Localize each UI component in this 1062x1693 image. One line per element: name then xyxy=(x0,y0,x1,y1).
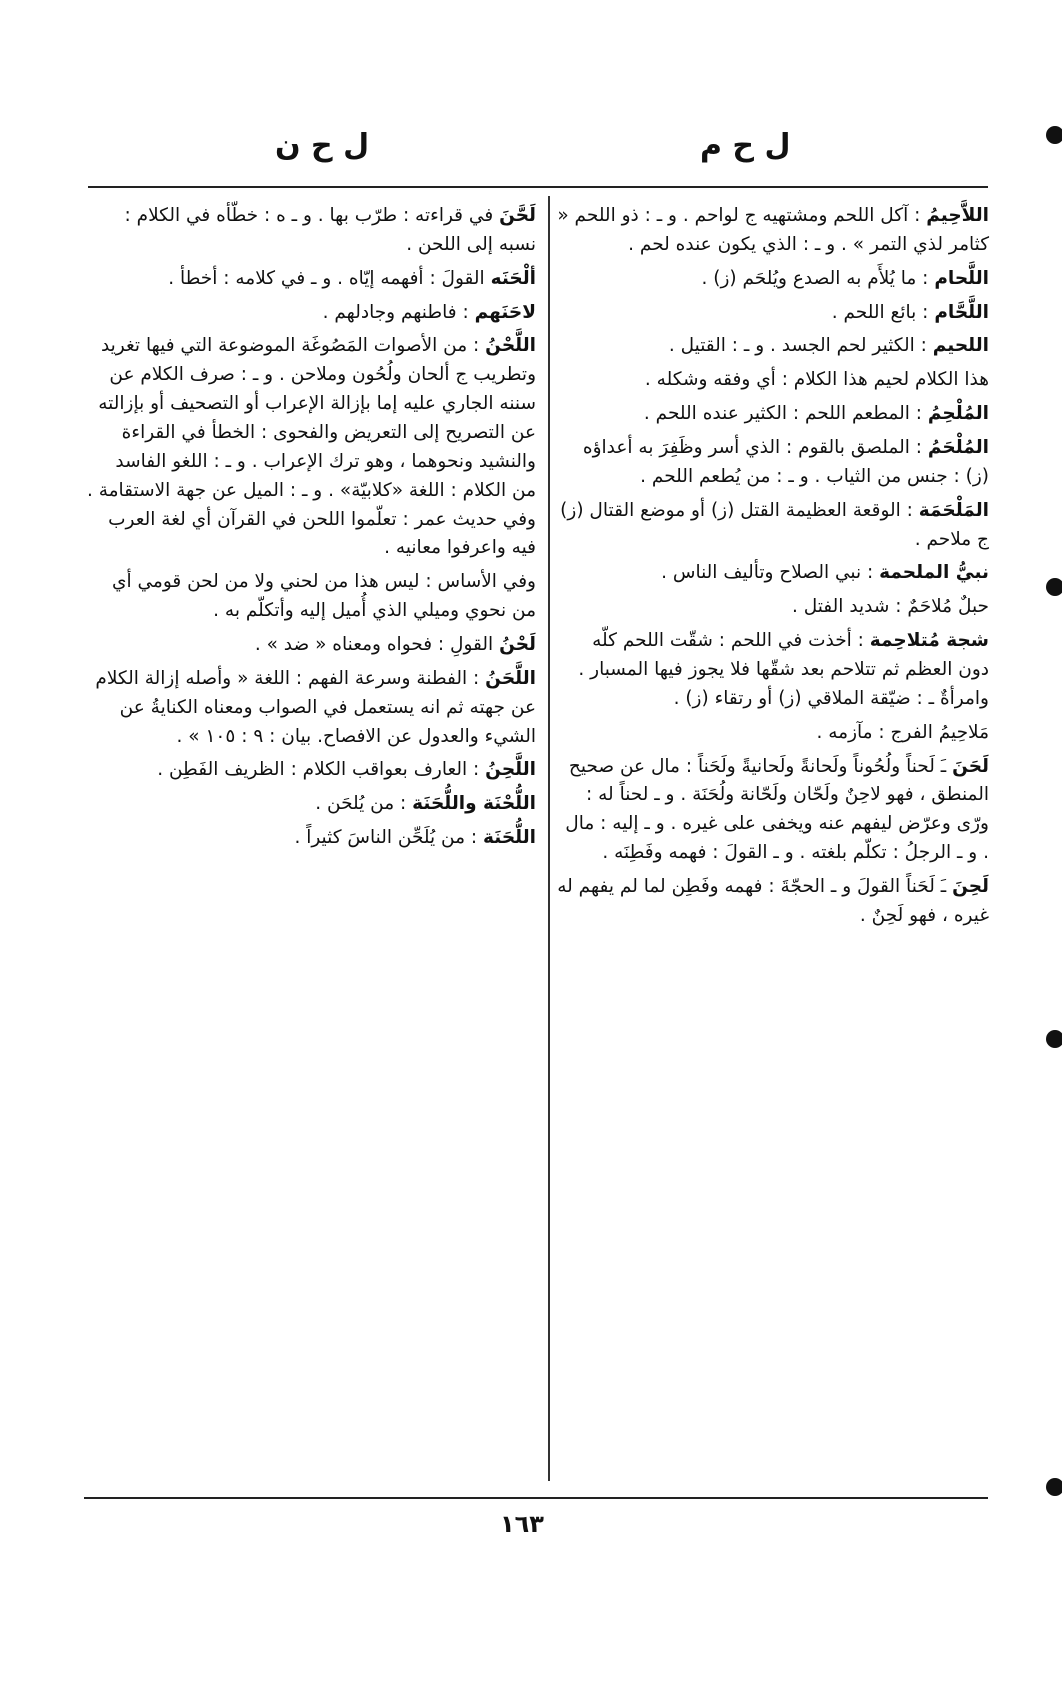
entry-definition: : الملصق بالقوم : الذي أسر وظَفِرَ به أعداؤه (ز) : جنس من الثياب . و ـ : من يُطعم اللحم . xyxy=(582,437,989,487)
dictionary-entry xyxy=(556,265,989,294)
dictionary-entry xyxy=(86,665,536,752)
entry-headword: اللَّحَنُ xyxy=(485,667,536,689)
entry-headword: اللحيم xyxy=(932,335,989,357)
dictionary-entry xyxy=(86,568,536,626)
left-column xyxy=(86,202,536,858)
dictionary-entry xyxy=(556,332,989,361)
entry-definition: : فاطنهم وجادلهم . xyxy=(322,301,469,323)
entry-definition: حبلٌ مُلاحَمٌ : شديد الفتل . xyxy=(791,596,989,618)
entry-definition: ـَ لَحناً ولُحُوناً ولَحانةً ولَحانيةً ولَحَناً : مال عن صحيح المنطق ، فهو لاحِنٌ ولَحّان ولَحّانة ولُحَنَة . و ـ لحناً له : ورّى وعرّض ليفهم عنه ويخفى على غيره . و ـ إليه : مال . و ـ الرجلُ : تكلّم بلغته . و ـ القولَ : فهمه وفَطِنَه . xyxy=(565,755,989,864)
entry-definition: : من يُلَحِّن الناسَ كثيراً . xyxy=(294,827,478,849)
entry-definition: : الكثير لحم الجسد . و ـ : القتيل . xyxy=(668,335,927,357)
entry-definition: وفي الأساس : ليس هذا من لحني ولا من لحن قومي أي من نحوي وميلي الذي أُميل إليه وأتكلّم به . xyxy=(111,571,536,622)
entry-headword: شجة مُتلاحِمة xyxy=(869,630,989,652)
dictionary-entry xyxy=(556,366,989,395)
dictionary-entry xyxy=(556,559,989,588)
entry-headword: اللاَّحِيمُ xyxy=(926,205,989,226)
entry-headword: نبيُّ الملحمة xyxy=(879,562,989,584)
dictionary-entry xyxy=(556,753,989,868)
entry-definition: : الوقعة العظيمة القتل (ز) أو موضع القتال (ز) ج ملاحم . xyxy=(560,499,989,550)
entry-headword: اللَّحْنُ xyxy=(485,335,536,357)
entry-definition: : من يُلحَن . xyxy=(315,793,407,815)
dictionary-entry xyxy=(556,497,989,555)
entry-headword: اللَّحام xyxy=(934,267,989,289)
dictionary-entry xyxy=(556,719,989,748)
entry-definition: : آكل اللحم ومشتهيه ج لواحم . و ـ : ذو اللحم « كثامر لذي التمر » . و ـ : الذي يكون عنده لحم . xyxy=(557,205,989,255)
entry-definition: القولَ : أفهمه إيّاه . و ـ في كلامه : أخطأ . xyxy=(168,267,485,289)
entry-headword: ألْحَنَه xyxy=(490,267,536,289)
entry-definition: : أخذت في اللحم : شقّت اللحم كلّه دون العظم ثم تتلاحم بعد شقّها فلا يجوز فيها المسبار . وامرأةٌ ـ : ضيّقة الملاقي (ز) أو رتقاء (ز) . xyxy=(578,630,989,709)
entry-definition: : المطعم اللحم : الكثير عنده اللحم . xyxy=(643,403,923,425)
entry-headword: اللَّحَّام xyxy=(934,301,989,323)
entry-headword: المَلْحَمَة xyxy=(918,499,989,521)
dictionary-entry xyxy=(86,790,536,819)
entry-headword: لَحْنُ xyxy=(499,634,536,656)
entry-definition: القولِ : فحواه ومعناه « ضد » . xyxy=(254,634,494,656)
entry-definition: : بائع اللحم . xyxy=(831,301,929,323)
entry-headword: المُلْحَمُ xyxy=(927,437,989,459)
entry-definition: هذا الكلام لحيم هذا الكلام : أي وفقه وشكله . xyxy=(644,369,989,391)
right-column xyxy=(556,202,989,936)
dictionary-entry xyxy=(556,593,989,622)
dictionary-entry xyxy=(556,202,989,260)
margin-ink-mark xyxy=(1046,1478,1062,1496)
dictionary-entry xyxy=(86,631,536,660)
top-rule xyxy=(88,186,988,188)
dictionary-entry xyxy=(556,400,989,429)
bottom-rule xyxy=(84,1497,988,1499)
entry-definition: : الفطنة وسرعة الفهم : اللغة « وأصله إزالة الكلام عن جهته ثم انه يستعمل في الصواب ومعناه الكنايةُ عن الشيء والعدول عن الافصاح. بيان : ٩ : ١٠٥ » . xyxy=(95,667,536,747)
dictionary-entry xyxy=(86,756,536,785)
dictionary-entry xyxy=(86,202,536,260)
entry-definition: مَلاحِيمُ الفرج : مآزمه . xyxy=(816,721,989,743)
column-divider xyxy=(548,196,550,1481)
entry-headword: اللُّحَنَة xyxy=(483,827,536,849)
entry-headword: لاحَنَهم xyxy=(474,301,536,323)
dictionary-entry xyxy=(556,627,989,714)
dictionary-entry xyxy=(86,824,536,853)
entry-headword: اللُّحْنَة واللُّحَنَة xyxy=(412,793,536,815)
entry-headword: لَحَنَ xyxy=(952,755,989,777)
dictionary-entry xyxy=(556,434,989,492)
entry-headword: المُلْحِمُ xyxy=(927,403,989,425)
dictionary-entry xyxy=(556,873,989,931)
entry-definition: : ما يُلأَم به الصدع ويُلحَم (ز) . xyxy=(701,267,929,289)
right-column-header: ل ح م xyxy=(700,128,791,163)
entry-definition: ـَ لَحَناً القولَ و ـ الحجّةَ : فهمه وفَطِن لما لم يفهم له غيره ، فهو لَحِنٌ . xyxy=(557,876,989,926)
page-number: ١٦٣ xyxy=(500,1510,544,1538)
dictionary-entry xyxy=(86,332,536,563)
entry-definition: : العارف بعواقب الكلام : الظريف الفَطِن . xyxy=(157,759,480,781)
margin-ink-mark xyxy=(1046,578,1062,596)
entry-headword: لَحَّنَ xyxy=(499,205,536,226)
entry-definition: : من الأصوات المَصُوغَة الموضوعة التي فيها تغريد وتطريب ج ألحان ولُحُون وملاحن . و ـ : صرف الكلام عن سننه الجاري عليه إما بإزالة الإعراب أو التصحيف أو بإزالته عن التصريح إلى التعريض والفحوى : الخطأ في القراءة والنشيد ونحوهما ، وهو ترك الإعراب . و ـ : اللغو الفاسد من الكلام : اللغة «كلابيّة» . و ـ : الميل عن جهة الاستقامة . وفي حديث عمر : تعلّموا اللحن في القرآن أي لغة العرب فيه واعرفوا معانيه . xyxy=(86,335,536,559)
entry-headword: اللَّحِنُ xyxy=(485,759,536,781)
entry-definition: في قراءته : طرّب بها . و ـ ه : خطّأه في الكلام : نسبه إلى اللحن . xyxy=(124,205,536,255)
margin-ink-mark xyxy=(1046,126,1062,144)
entry-definition: : نبي الصلاح وتأليف الناس . xyxy=(661,562,874,584)
dictionary-entry xyxy=(86,265,536,294)
entry-headword: لَحِنَ xyxy=(952,876,989,898)
dictionary-entry xyxy=(86,299,536,328)
margin-ink-mark xyxy=(1046,1030,1062,1048)
left-column-header: ل ح ن xyxy=(275,128,370,163)
dictionary-entry xyxy=(556,299,989,328)
